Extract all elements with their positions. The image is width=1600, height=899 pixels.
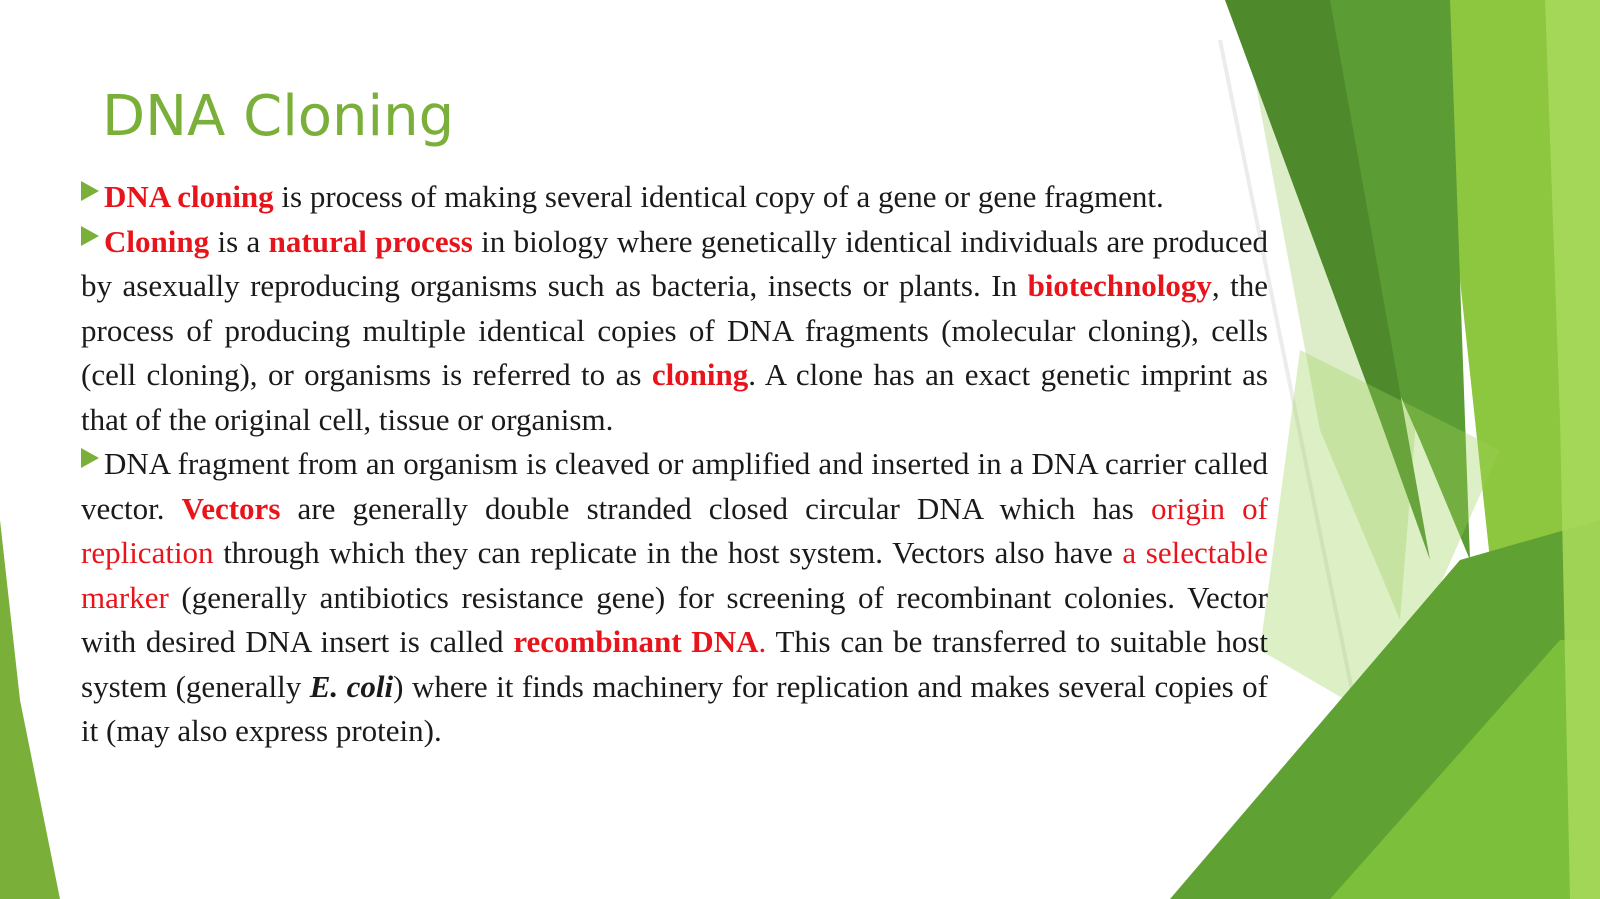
bullet-text: (generally antibiotics resistance gene) for screening of recombinant colonies. Vector with desired DNA insert is called [81, 579, 1268, 659]
triangle-bullet-icon [81, 226, 99, 246]
slide-title: DNA Cloning [102, 84, 455, 149]
slide-body [81, 175, 1268, 754]
bullet-1 [81, 175, 1268, 220]
term-selectable-marker: a selectable marker [81, 535, 1268, 615]
term-cloning: Cloning [104, 223, 210, 259]
triangle-bullet-icon [81, 181, 99, 201]
bullet-text: DNA fragment from an organism is cleaved or amplified and inserted in a DNA carrier called vector. [81, 446, 1268, 526]
term-cloning-2: cloning [651, 357, 749, 392]
bullet-text: ) where it finds machinery for replication and makes several copies of it (may also express protein). [81, 668, 1268, 748]
term-natural-process: natural process [268, 223, 473, 259]
term-vectors: Vectors [181, 490, 281, 526]
bullet-text: is a [209, 223, 269, 259]
bullet-text: through which they can replicate in the host system. Vectors also have [213, 535, 1123, 570]
triangle-bullet-icon [81, 448, 99, 468]
term-biotechnology: biotechnology [1027, 268, 1212, 303]
bullet-text: is process of making several identical copy of a gene or gene fragment. [273, 179, 1164, 214]
bullet-text: . A clone has an exact genetic imprint as that of the original cell, tissue or organism. [81, 357, 1268, 437]
bullet-text: are generally double stranded closed circular DNA which has [280, 490, 1151, 526]
deco-shape-left [0, 520, 60, 899]
bullet-2 [81, 220, 1268, 443]
period-red: . [758, 624, 767, 659]
term-dna-cloning: DNA cloning [104, 179, 274, 214]
bullet-3 [81, 442, 1268, 754]
term-e-coli: E. coli [309, 668, 394, 704]
bullet-text: This can be transferred to suitable host system (generally [81, 624, 1268, 704]
bullet-text: , the process of producing multiple identical copies of DNA fragments (molecular cloning), cells (cell cloning), or organisms is referred to as [81, 268, 1269, 392]
bullet-text: in biology where genetically identical individuals are produced by asexually reproducing organisms such as bacteria, insects or plants. In [81, 223, 1268, 303]
term-origin-of-replication: origin of replication [81, 490, 1269, 570]
term-recombinant-dna: recombinant DNA [513, 624, 759, 659]
